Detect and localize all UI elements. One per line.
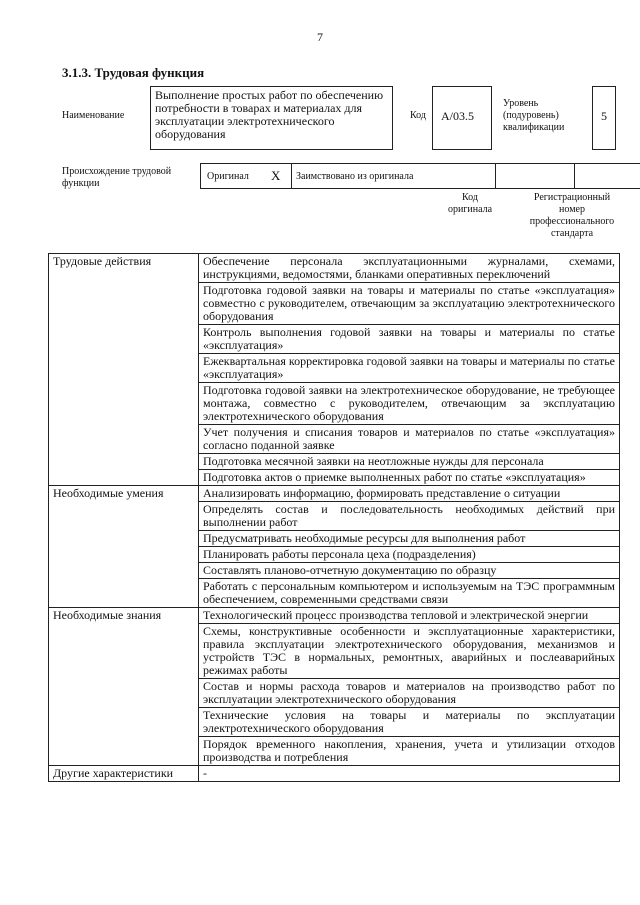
group-other-characteristics [49, 766, 619, 781]
table-row: Определять состав и последовательность необходимых действий при выполнении работ [199, 502, 619, 531]
group-required-knowledge [49, 608, 619, 766]
table-row: Контроль выполнения годовой заявки на товары и материалы по статье «эксплуатация» [199, 325, 619, 354]
table-row: Подготовка годовой заявки на товары и материалы по статье «эксплуатация» совместно с руководителем, отвечающим за эксплуатацию электротехнического оборудования [199, 283, 619, 325]
table-row: Анализировать информацию, формировать представление о ситуации [199, 486, 619, 502]
origin-label: Происхождение трудовой функции [62, 166, 172, 189]
origin-original-cell [200, 163, 292, 189]
table-row: - [203, 766, 207, 780]
original-mark: X [271, 168, 281, 183]
original-label: Оригинал [207, 171, 249, 182]
table-row: Составлять планово-отчетную документацию по образцу [199, 563, 619, 579]
group-label: Необходимые знания [49, 608, 199, 765]
name-value: Выполнение простых работ по обеспечению потребности в товарах и материалах для эксплуатации электротехнического оборудования [150, 86, 393, 150]
table-row: Подготовка месячной заявки на неотложные нужды для персонала [199, 454, 619, 470]
table-row: Планировать работы персонала цеха (подразделения) [199, 547, 619, 563]
table-row: Обеспечение персонала эксплуатационными журналами, схемами, инструкциями, ведомостями, бланками оперативных переключений [199, 254, 619, 283]
table-row: Предусматривать необходимые ресурсы для выполнения работ [199, 531, 619, 547]
table-row: Технические условия на товары и материалы по эксплуатации электротехнического оборудования [199, 708, 619, 737]
section-title: 3.1.3. Трудовая функция [62, 65, 205, 80]
group-required-skills [49, 486, 619, 608]
functions-table [48, 253, 620, 782]
group-label: Другие характеристики [49, 766, 199, 781]
origin-reg-cell [574, 163, 640, 189]
table-row: Состав и нормы расхода товаров и материалов на производство работ по эксплуатации электротехнического оборудования [199, 679, 619, 708]
table-row: Порядок временного накопления, хранения, учета и утилизации отходов производства и потребления [203, 737, 615, 764]
origin-borrowed-cell [291, 163, 496, 189]
borrowed-label: Заимствовано из оригинала [296, 171, 414, 182]
qualification-level-label: Уровень (подуровень) квалификации [503, 98, 565, 133]
group-label: Трудовые действия [49, 254, 199, 485]
table-row: Схемы, конструктивные особенности и эксплуатационные характеристики, правила эксплуатации электротехнического оборудования, механизмов и устройств ТЭС в нормальных, ремонтных, аварийных и послеаварийных режимах работы [199, 624, 619, 679]
table-row: Ежеквартальная корректировка годовой заявки на товары и материалы по статье «эксплуатация» [199, 354, 619, 383]
code-value: А/03.5 [432, 86, 492, 150]
group-labor-actions [49, 254, 619, 486]
table-row: Подготовка годовой заявки на электротехническое оборудование, не требующее монтажа, совместно с руководителем, отвечающим за эксплуатацию электротехнического оборудования [199, 383, 619, 425]
table-row: Технологический процесс производства тепловой и электрической энергии [199, 608, 619, 624]
table-row: Подготовка актов о приемке выполненных работ по статье «эксплуатация» [203, 470, 586, 484]
reg-number-label: Регистрационный номер профессионального стандарта [529, 192, 615, 239]
origin-code-cell [495, 163, 575, 189]
page-number: 7 [317, 30, 323, 44]
name-label: Наименование [62, 110, 125, 121]
code-original-label: Код оригинала [447, 192, 493, 215]
group-label: Необходимые умения [49, 486, 199, 607]
code-label: Код [410, 110, 426, 121]
table-row: Учет получения и списания товаров и материалов по статье «эксплуатация» согласно поданной заявке [199, 425, 619, 454]
qualification-level-value: 5 [592, 86, 616, 150]
table-row: Работать с персональным компьютером и используемым на ТЭС программным обеспечением, современными средствами связи [203, 579, 615, 606]
